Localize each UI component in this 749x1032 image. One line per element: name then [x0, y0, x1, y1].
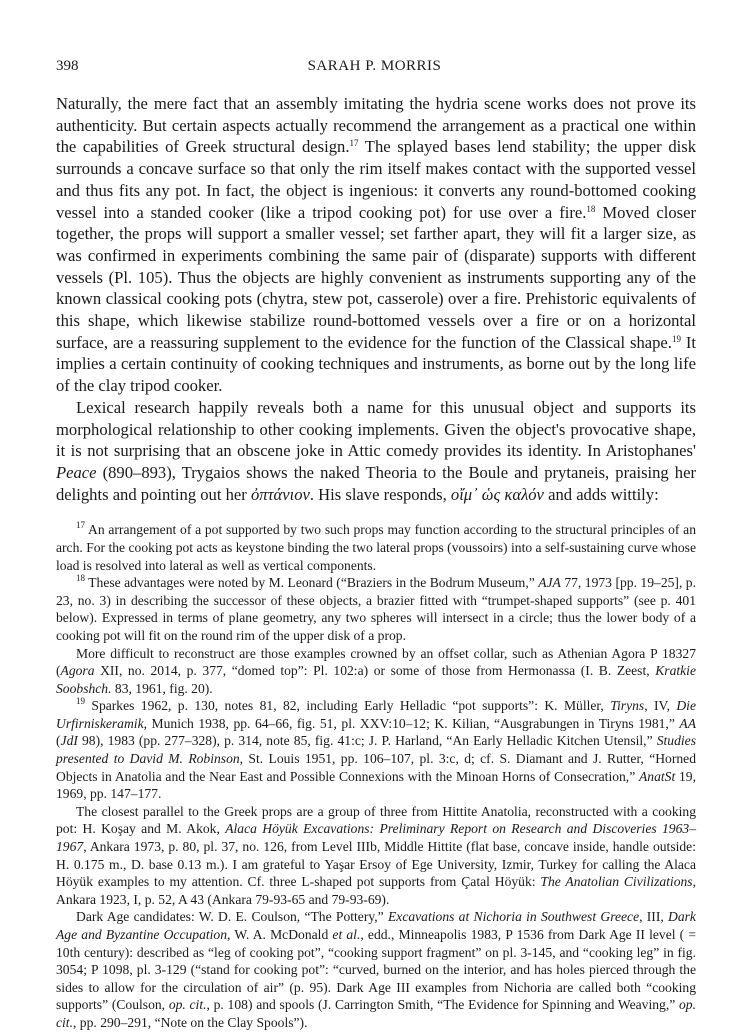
paragraph-1: Naturally, the mere fact that an assembly imitating the hydria scene works does not prove its authenticity. But certain aspects actually recommend the arrangement as a practical one within the capabilities of Greek structural design.$^{17}$ The splayed bases lend stability; the upper disk surrounds a concave surface so that only the rim itself makes contact with the supported vessel and thus fits any pot. In fact, the object is ingenious: it converts any round-bottomed cooking vessel into a standed cooker (like a tripod cooking pot) for use over a fire.$^{18}$ Moved closer together, the props will support a smaller vessel; set farther apart, they will fit a larger size, as was confirmed in experiments combining the same pair of (disparate) supports with different vessels (Pl. 105). Thus the objects are highly convenient as instruments supporting any of the known classical cooking pots (chytra, stew pot, casserole) over a fire. Prehistoric equivalents of this shape, which likewise stabilize round-bottomed vessels over a fire or on a horizontal surface, are a reassuring supplement to the evidence for the function of the Classical shape.$^{19}$ It implies a certain continuity of cooking techniques and instruments, as borne out by the long life of the clay tripod cooker. — [56, 94, 697, 396]
footnote-19-continued-2: Dark Age candidates: W. D. E. Coulson, “The Pottery,” Excavations at Nichoria in Southwest Greece, III, Dark Age and Byzantine Occupation, W. A. McDonald et al., edd., Minneapolis 1983, P 1536 from Dark Age II level ( = 10th century): described as “leg of cooking pot”, “cooking support fragment” on pl. 3-145, and “cooking leg” in fig. 3054; P 1098, pl. 3-129 (“stand for cooking pot”: “curved, burned on the interior, and has holes pierced through the sides to allow for the circulation of air” (p. 95). Dark Age III examples from Nichoria are called both “cooking supports” (Coulson, op. cit., p. 108) and spools (J. Carrington Smith, “The Evidence for Spinning and Weaving,” op. cit., pp. 290–291, “Note on the Clay Spools”). — [56, 909, 697, 1030]
footnote-ref-19[interactable]: 19 — [671, 333, 681, 344]
footnote-18-continued: More difficult to reconstruct are those examples crowned by an offset collar, such as Athenian Agora P 18327 (Agora XII, no. 2014, p. 377, “domed top”: Pl. 102:a) or some of those from Hermonassa (I. B. Zeest, Kratkie Soobshch. 83, 1961, fig. 20). — [56, 645, 696, 696]
footnote-18: $^{18}$ These advantages were noted by M. Leonard (“Braziers in the Bodrum Museum,” AJA 77, 1973 [pp. 19–25], p. 23, no. 3) in describing the successor of these objects, a brazier fitted with “trumpet-shaped supports” (see p. 401 below). Expressed in terms of plane geometry, any two spheres will intersect in a circle; thus the lower body of a cooking pot will fit on the round rim of the upper disk of a prop. — [56, 573, 697, 643]
footnote-19: $^{19}$ Sparkes 1962, p. 130, notes 81, 82, including Early Helladic “pot supports”: K. Müller, Tiryns, IV, Die Urfirniskeramik, Munich 1938, pp. 64–66, fig. 51, pl. XXV:10–12; K. Kilian, “Ausgrabungen in Tiryns 1981,” AA (JdI 98), 1983 (pp. 277–328), p. 314, note 85, fig. 41:c; J. P. Harland, “An Early Helladic Kitchen Utensil,” Studies presented to David M. Robinson, St. Louis 1951, pp. 106–107, pl. 3:c, d; cf. S. Diamant and J. Rutter, “Horned Objects in Anatolia and the Near East and Possible Connexions with the Minoan Horns of Consecration,” AnatSt 19, 1969, pp. 147–177. — [56, 696, 696, 802]
greek-phrase: οἴμ᾽ ὡς καλόν — [450, 484, 544, 504]
greek-term-optanion: ὀπτάνιον — [250, 484, 310, 504]
paragraph-2: Lexical research happily reveals both a name for this unusual object and supports its morphological relationship to other cooking implements. Given the object's provocative shape, it is not surprising that an obscene joke in Attic comedy provides its identity. In Aristophanes' Peace (890–893), Trygaios shows the naked Theoria to the Boule and prytaneis, praising her delights and pointing out her ὀπτάνιον. His slave responds, οἴμ᾽ ὡς καλόν and adds wittily: — [56, 397, 696, 504]
footnotes — [56, 521, 696, 1031]
footnote-19-continued-1: The closest parallel to the Greek props are a group of three from Hittite Anatolia, reconstructed with a cooking pot: H. Koşay and M. Akok, Alaca Höyük Excavations: Preliminary Report on Research and Discoveries 1963–1967, Ankara 1973, p. 80, pl. 37, no. 126, from Level IIIb, Middle Hittite (flat base, concave inside, handle outside: H. 0.175 m., D. base 0.13 m.). I am grateful to Yaşar Ersoy of Ege University, Izmir, Turkey for calling the Alaca Höyük examples to my attention. Cf. three L-shaped pot supports from Çatal Höyük: The Anatolian Civilizations, Ankara 1923, I, p. 52, A 43 (Ankara 79-93-65 and 79-93-69). — [56, 803, 696, 907]
page-number: 398 — [56, 58, 79, 74]
footnote-ref-17[interactable]: 17 — [349, 138, 359, 149]
footnote-17: $^{17}$ An arrangement of a pot supported by two such props may function according to the structural principles of an arch. For the cooking pot acts as keystone binding the two lateral props (voussoirs) into a self-sustaining curve whose load is resolved into lateral as well as vertical components. — [56, 520, 696, 573]
page-header — [56, 58, 693, 80]
running-head: SARAH P. MORRIS — [307, 58, 442, 74]
main-text — [56, 93, 696, 1032]
footnote-ref-18[interactable]: 18 — [586, 203, 596, 214]
